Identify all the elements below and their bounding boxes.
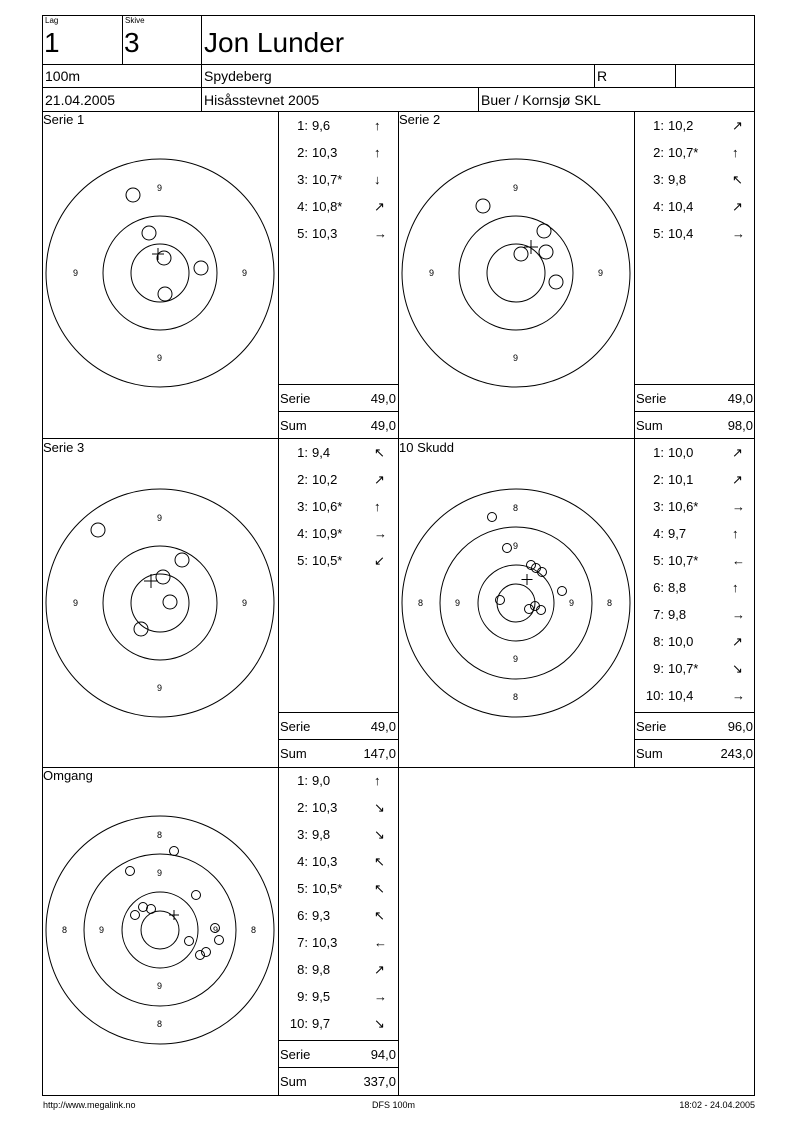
sum-divider: [278, 712, 398, 713]
direction-arrow-icon: ↘: [374, 827, 385, 842]
direction-arrow-icon: ↑: [374, 773, 381, 788]
ring-label: 8: [251, 925, 257, 935]
shot-hole: [503, 544, 512, 553]
sum-divider: [278, 411, 398, 412]
footer-center: DFS 100m: [372, 1100, 416, 1110]
shot-hole: [163, 595, 177, 609]
sum-label: Sum: [280, 1074, 307, 1089]
sum-divider: [278, 739, 398, 740]
panel-title: Omgang: [43, 768, 93, 783]
direction-arrow-icon: →: [732, 499, 745, 514]
direction-arrow-icon: ←: [732, 553, 745, 568]
direction-arrow-icon: →: [732, 607, 745, 622]
sum-label: Sum: [636, 418, 663, 433]
direction-arrow-icon: ↗: [374, 962, 385, 977]
ring-label: 8: [607, 598, 613, 608]
panel-title: 10 Skudd: [399, 440, 454, 455]
direction-arrow-icon: ↑: [374, 118, 381, 133]
shot-hole: [175, 553, 189, 567]
ring-label: 9: [569, 598, 575, 608]
serie-value: 96,0: [727, 719, 753, 734]
sum-label: Sum: [636, 746, 663, 761]
shot-hole: [134, 622, 148, 636]
club-name: Buer / Kornsjø SKL: [481, 92, 601, 108]
shot-hole: [549, 275, 563, 289]
ring-label: 9: [429, 268, 435, 278]
ring-label: 8: [157, 1019, 163, 1029]
class: R: [597, 68, 608, 84]
shooter-name: Jon Lunder: [204, 27, 345, 58]
panel-title: Serie 1: [43, 112, 85, 127]
group-center-mark: [522, 574, 533, 585]
direction-arrow-icon: ↗: [732, 445, 743, 460]
direction-arrow-icon: ↘: [374, 1016, 385, 1031]
direction-arrow-icon: →: [732, 688, 745, 703]
date: 21.04.2005: [45, 92, 116, 108]
sum-label: Sum: [280, 746, 307, 761]
shot-hole: [558, 587, 567, 596]
direction-arrow-icon: ↗: [732, 118, 743, 133]
serie-value: 49,0: [370, 719, 396, 734]
target-serie-3: [45, 488, 275, 718]
ring-label: 8: [418, 598, 424, 608]
shot-hole: [91, 523, 105, 537]
shot-hole: [488, 513, 497, 522]
footer-timestamp: 18:02 - 24.04.2005: [679, 1100, 755, 1110]
sum-divider: [634, 411, 755, 412]
header-divider-1: [42, 64, 755, 65]
sum-value: 49,0: [370, 418, 396, 433]
target-serie-1: [45, 158, 275, 388]
serie-label: Serie: [636, 391, 667, 406]
ring-label: 9: [455, 598, 461, 608]
ring-label: 9: [513, 353, 519, 363]
shot-hole: [131, 911, 140, 920]
direction-arrow-icon: ↗: [374, 199, 385, 214]
direction-arrow-icon: ↑: [374, 499, 381, 514]
shot-hole: [147, 905, 156, 914]
ring-label: 9: [157, 353, 163, 363]
ring-label: 9: [73, 268, 79, 278]
sum-value: 243,0: [720, 746, 753, 761]
target-10-skudd: [401, 488, 631, 718]
header-col-4: [675, 64, 676, 87]
direction-arrow-icon: ↖: [374, 881, 385, 896]
sum-value: 98,0: [727, 418, 753, 433]
shot-hole: [476, 199, 490, 213]
panel-col-3: [634, 111, 635, 767]
direction-arrow-icon: ↑: [374, 145, 381, 160]
ring-label: 8: [513, 692, 519, 702]
direction-arrow-icon: ↖: [374, 908, 385, 923]
header-col-1: [122, 15, 123, 64]
skive-label: Skive: [125, 16, 145, 25]
sum-value: 147,0: [363, 746, 396, 761]
shot-hole: [215, 936, 224, 945]
footer-url[interactable]: http://www.megalink.no: [43, 1100, 136, 1110]
sum-divider: [634, 712, 755, 713]
target-omgang: [45, 815, 275, 1045]
direction-arrow-icon: ↗: [732, 199, 743, 214]
direction-arrow-icon: ↘: [374, 800, 385, 815]
shot-hole: [539, 245, 553, 259]
serie-label: Serie: [280, 1047, 311, 1062]
direction-arrow-icon: ↗: [732, 472, 743, 487]
direction-arrow-icon: ↑: [732, 526, 739, 541]
header-divider-2: [42, 87, 755, 88]
serie-label: Serie: [280, 391, 311, 406]
direction-arrow-icon: ↗: [732, 634, 743, 649]
ring-label: 9: [157, 683, 163, 693]
sum-divider: [278, 1040, 398, 1041]
shot-hole: [158, 287, 172, 301]
panel-col-1: [278, 111, 279, 1096]
direction-arrow-icon: ↖: [374, 445, 385, 460]
distance: 100m: [45, 68, 81, 84]
direction-arrow-icon: →: [374, 989, 387, 1004]
ring-label: 9: [73, 598, 79, 608]
shot-hole: [157, 251, 171, 265]
panel-col-2: [398, 111, 399, 767]
ring-label: 8: [513, 503, 519, 513]
ring-label: 9: [513, 541, 519, 551]
ring-label: 9: [157, 868, 163, 878]
event-name: Hisåsstevnet 2005: [204, 92, 320, 108]
header-col-2: [201, 15, 202, 111]
serie-value: 49,0: [727, 391, 753, 406]
panel-title: Serie 3: [43, 440, 85, 455]
ring-label: 9: [157, 981, 163, 991]
ring-label: 9: [513, 183, 519, 193]
ring-label: 9: [157, 513, 163, 523]
ring-label: 8: [157, 830, 163, 840]
serie-label: Serie: [280, 719, 311, 734]
direction-arrow-icon: ↘: [732, 661, 743, 676]
shot-hole: [514, 247, 528, 261]
place: Spydeberg: [204, 68, 272, 84]
target-serie-2: [401, 158, 631, 388]
serie-value: 49,0: [370, 391, 396, 406]
direction-arrow-icon: →: [732, 226, 745, 241]
header-col-5: [478, 87, 479, 111]
sum-divider: [278, 384, 398, 385]
sum-value: 337,0: [363, 1074, 396, 1089]
serie-value: 94,0: [370, 1047, 396, 1062]
sum-divider: [634, 739, 755, 740]
direction-arrow-icon: ↖: [374, 854, 385, 869]
serie-label: Serie: [636, 719, 667, 734]
group-center-mark: [169, 910, 179, 920]
sum-divider: [278, 1067, 398, 1068]
shot-hole: [194, 261, 208, 275]
direction-arrow-icon: ↑: [732, 580, 739, 595]
sum-label: Sum: [280, 418, 307, 433]
direction-arrow-icon: ↓: [374, 172, 381, 187]
ring-label: 8: [62, 925, 68, 935]
shot-hole: [156, 570, 170, 584]
ring-label: 9: [242, 268, 248, 278]
shot-hole: [170, 847, 179, 856]
shot-hole: [192, 891, 201, 900]
direction-arrow-icon: →: [374, 226, 387, 241]
ring-label: 9: [99, 925, 105, 935]
panel-title: Serie 2: [399, 112, 441, 127]
shot-hole: [537, 224, 551, 238]
direction-arrow-icon: ↑: [732, 145, 739, 160]
shot-hole: [126, 188, 140, 202]
ring-label: 9: [513, 654, 519, 664]
direction-arrow-icon: ←: [374, 935, 387, 950]
panel-col-4: [398, 767, 399, 1096]
skive-value: 3: [124, 27, 140, 58]
shot-hole: [185, 937, 194, 946]
direction-arrow-icon: →: [374, 526, 387, 541]
ring-label: 9: [598, 268, 604, 278]
ring-label: 9: [213, 925, 219, 935]
direction-arrow-icon: ↖: [732, 172, 743, 187]
lag-label: Lag: [45, 16, 59, 25]
direction-arrow-icon: ↗: [374, 472, 385, 487]
sum-divider: [634, 384, 755, 385]
shot-hole: [126, 867, 135, 876]
ring-label: 9: [157, 183, 163, 193]
header-col-3: [594, 64, 595, 87]
lag-value: 1: [44, 27, 60, 58]
shot-hole: [142, 226, 156, 240]
ring-label: 9: [242, 598, 248, 608]
direction-arrow-icon: ↙: [374, 553, 385, 568]
